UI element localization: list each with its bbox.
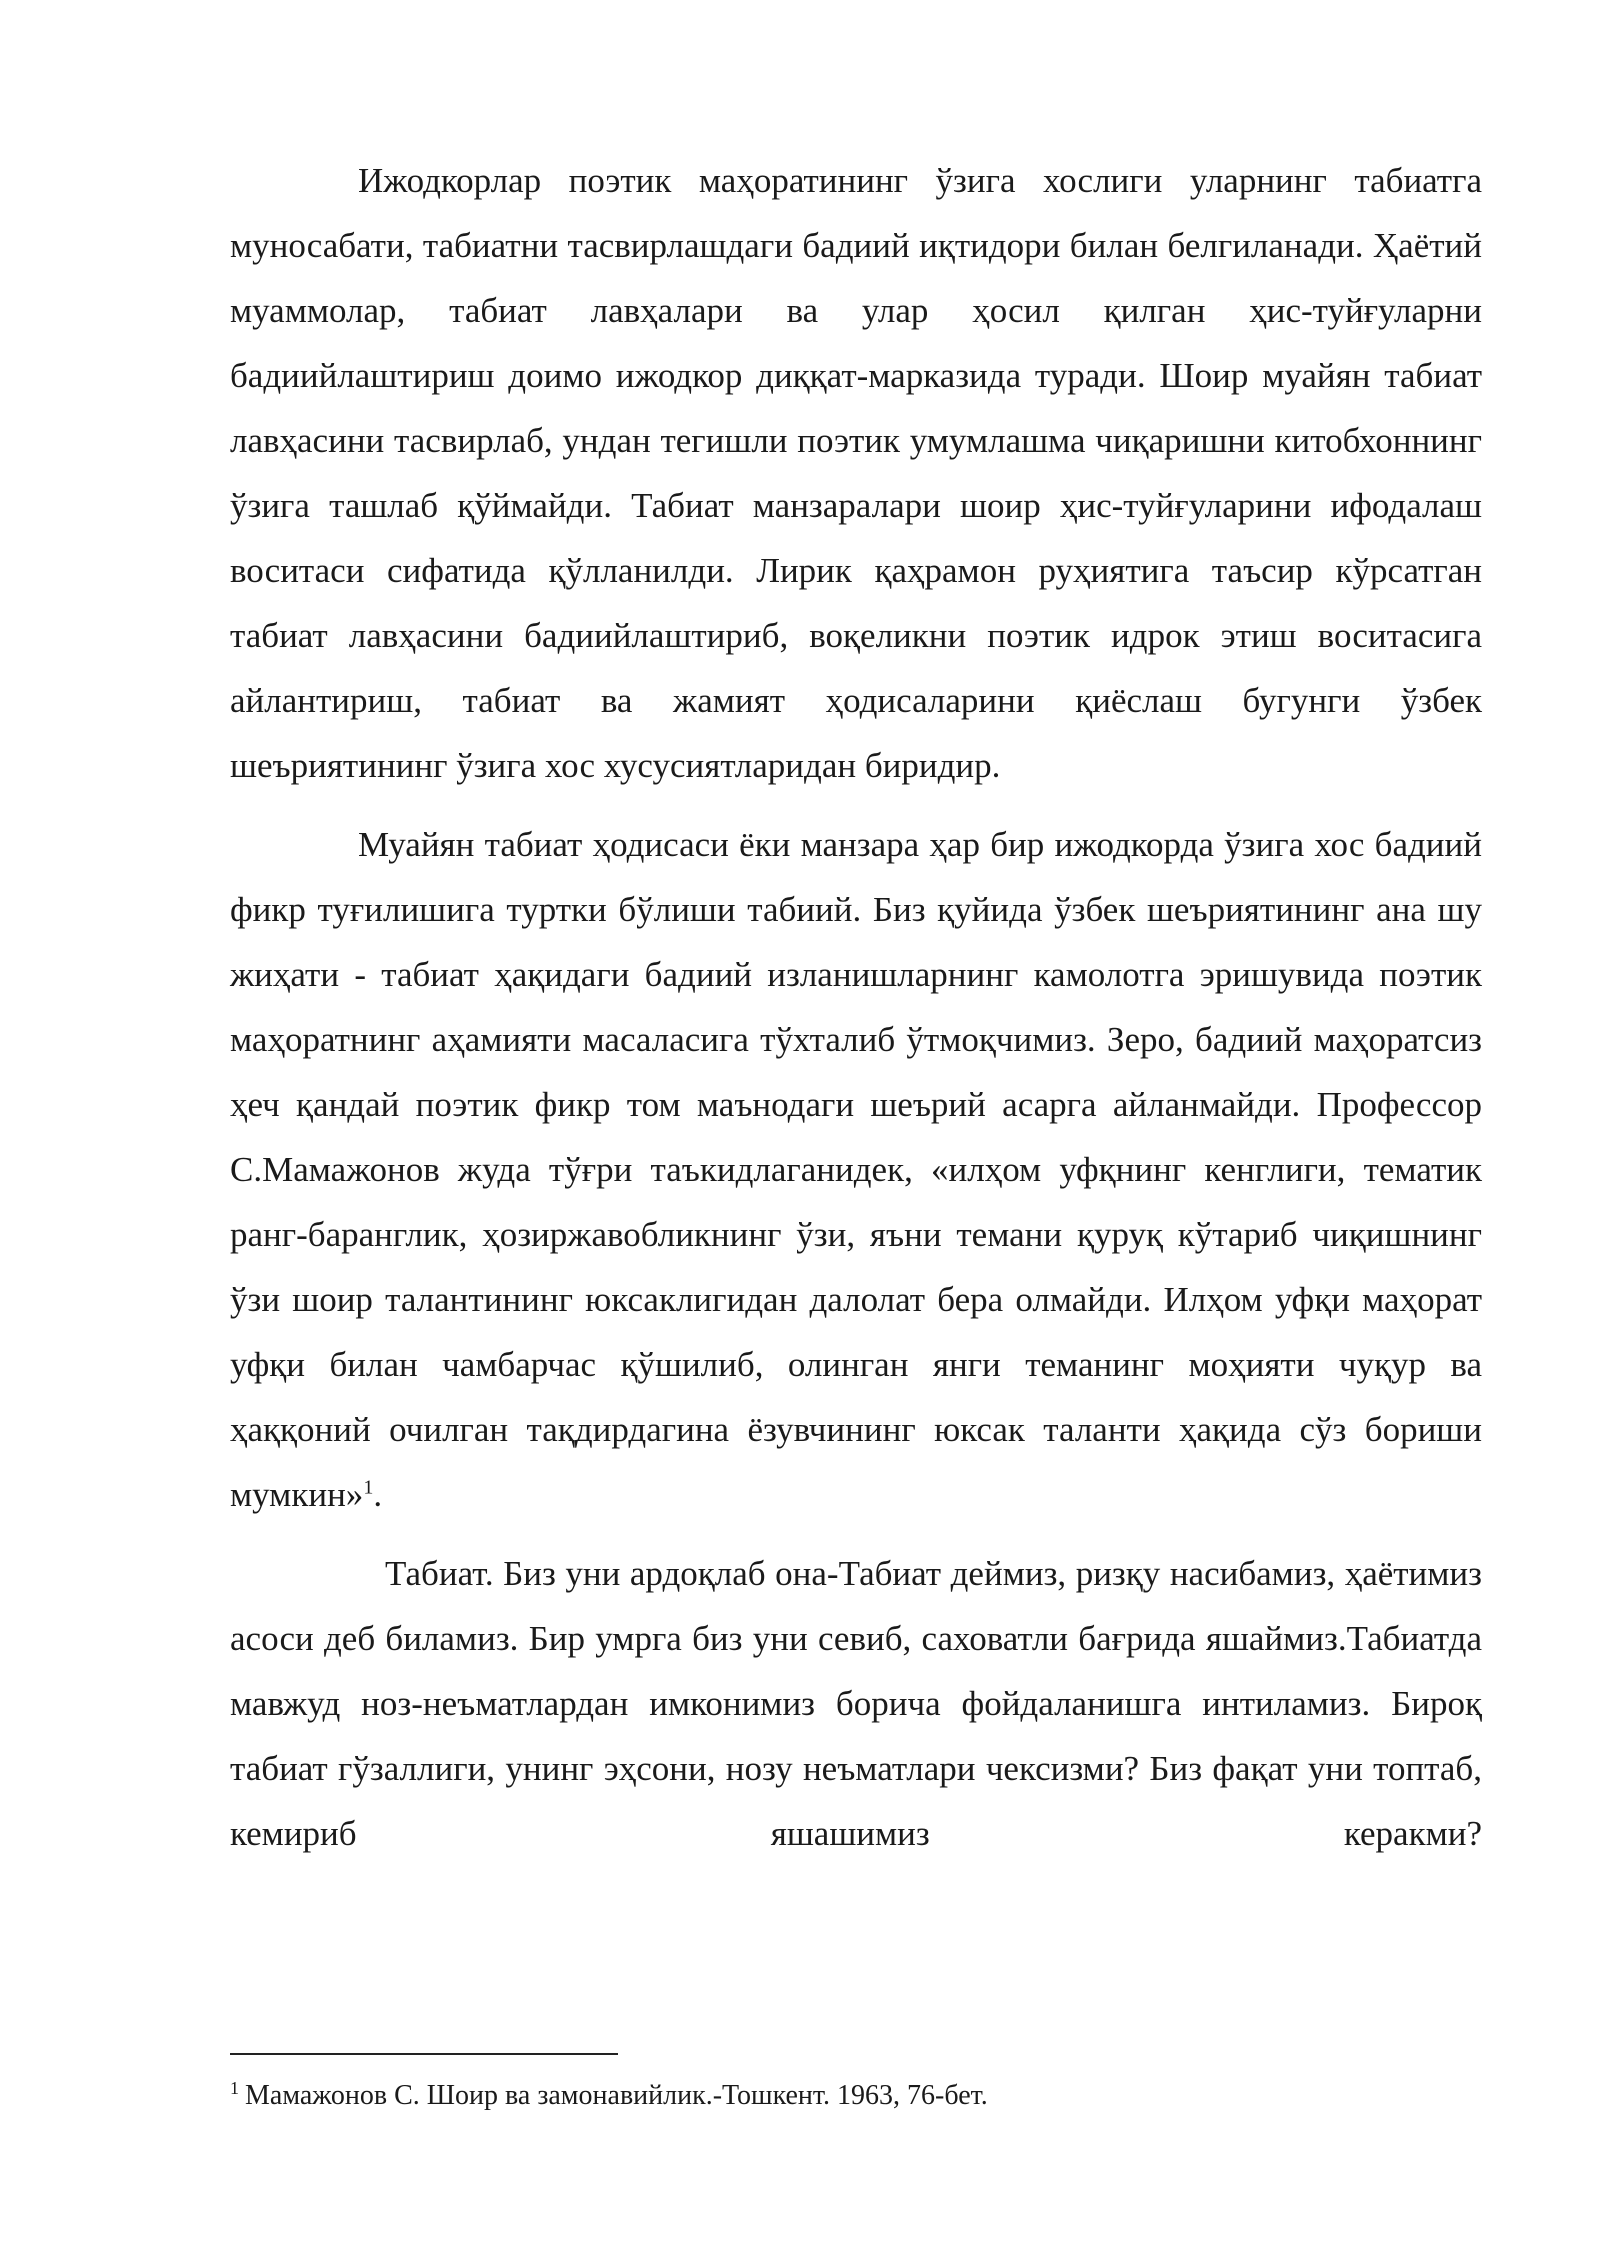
paragraph-2 bbox=[230, 812, 1482, 1527]
footnote-reference[interactable]: 1 bbox=[363, 1476, 374, 1499]
paragraph-1: Ижодкорлар поэтик маҳоратининг ўзига хослиги уларнинг табиатга муносабати, табиатни тасвирлашдаги бадиий иқтидори билан белгиланади. Ҳаётий муаммолар, табиат лавҳалари ва улар ҳосил қилган ҳис-туйғуларни бадиийлаштириш доимо ижодкор диққат-марказида туради. Шоир муайян табиат лавҳасини тасвирлаб, ундан тегишли поэтик умумлашма чиқаришни китобхоннинг ўзига ташлаб қўймайди. Табиат манзаралари шоир ҳис-туйғуларини ифодалаш воситаси сифатида қўлланилди. Лирик қаҳрамон руҳиятига таъсир кўрсатган табиат лавҳасини бадиийлаштириб, воқеликни поэтик идрок этиш воситасига айлантириш, табиат ва жамият ҳодисаларини қиёслаш бугунги ўзбек шеъриятининг ўзига хос хусусиятларидан биридир. bbox=[230, 161, 1482, 785]
footnote bbox=[230, 2078, 1482, 2114]
footnote-text: Мамажонов С. Шоир ва замонавийлик.-Тошкент. 1963, 76-бет. bbox=[245, 2080, 988, 2111]
paragraph-2-end-punct: . bbox=[373, 1475, 383, 1514]
body-text bbox=[230, 148, 1482, 1880]
paragraph-2-text: Муайян табиат ҳодисаси ёки манзара ҳар бир ижодкорда ўзига хос бадиий фикр туғилишига туртки бўлиши табиий. Биз қуйида ўзбек шеъриятининг ана шу жиҳати - табиат ҳақидаги бадиий изланишларнинг камолотга эришувида поэтик маҳоратнинг аҳамияти масаласига тўхталиб ўтмоқчимиз. Зеро, бадиий маҳоратсиз ҳеч қандай поэтик фикр том маънодаги шеърий асарга айланмайди. Профессор С.Мамажонов жуда тўғри таъкидлаганидек, «илҳом уфқнинг кенглиги, тематик ранг-баранглик, ҳозиржавобликнинг ўзи, яъни темани қуруқ кўтариб чиқишнинг ўзи шоир талантининг юксаклигидан далолат бера олмайди. Илҳом уфқи маҳорат уфқи билан чамбарчас қўшилиб, олинган янги теманинг моҳияти чуқур ва ҳаққоний очилган тақдирдагина ёзувчининг юксак таланти ҳақида сўз бориши мумкин» bbox=[230, 825, 1482, 1514]
paragraph-3: Табиат. Биз уни ардоқлаб она-Табиат деймиз, ризқу насибамиз, ҳаётимиз асоси деб биламиз. Бир умрга биз уни севиб, саховатли бағрида яшаймиз.Табиатда мавжуд ноз-неъматлардан имконимиз борича фойдаланишга интиламиз. Бироқ табиат гўзаллиги, унинг эҳсони, нозу неъматлари чексизми? Биз фақат уни топтаб, кемириб яшашимиз керакми? bbox=[230, 1554, 1482, 1853]
footnote-separator bbox=[230, 2053, 618, 2055]
footnote-number: 1 bbox=[230, 2077, 239, 2098]
